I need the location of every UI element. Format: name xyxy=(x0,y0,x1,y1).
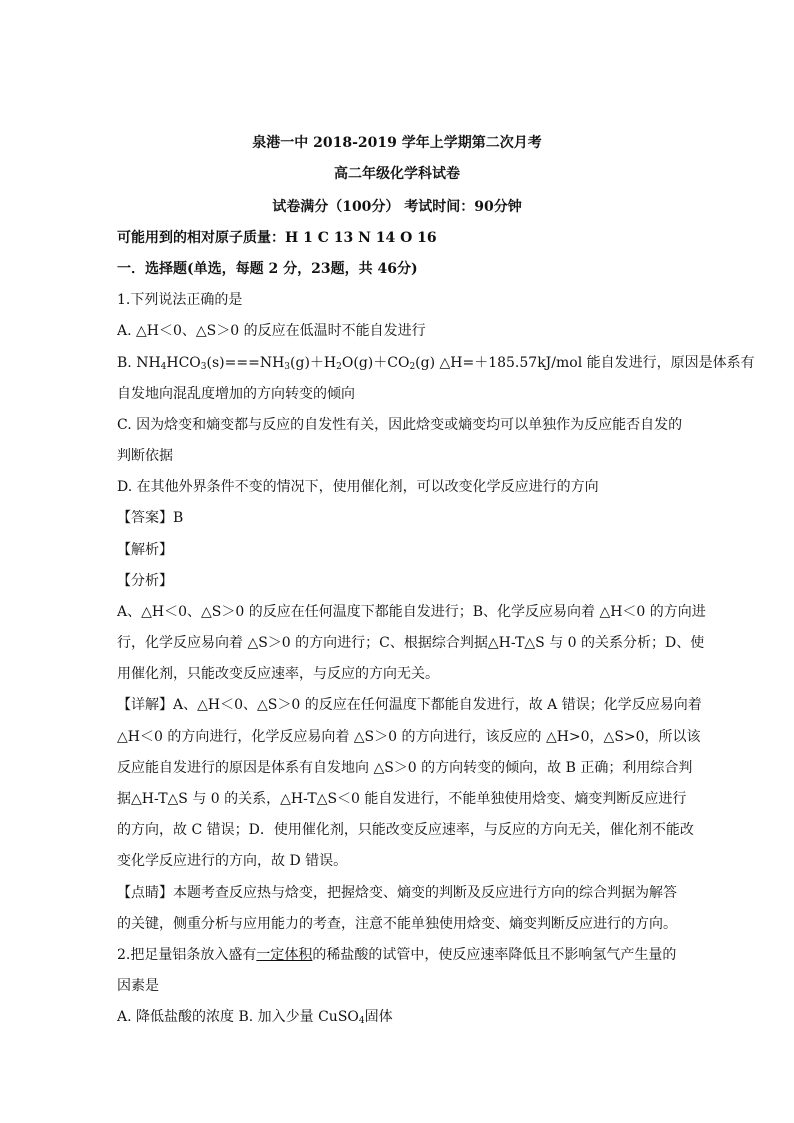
question-2-stem-continued: 因素是 xyxy=(117,978,159,994)
detail-line: 的方向，故 C 错误；D．使用催化剂，只能改变反应速率，与反应的方向无关，催化剂不能改 xyxy=(117,822,694,838)
question-1-option-b-continued: 自发地向混乱度增加的方向转变的倾向 xyxy=(117,386,355,402)
detail-line: 【详解】A、△H＜0、△S＞0 的反应在任何温度下都能自发进行，故 A 错误；化学反应易向着 xyxy=(117,697,702,713)
underlined-text: 一定体积 xyxy=(256,947,313,963)
question-2-stem-text: 2.把足量铝条放入盛有 xyxy=(117,947,257,963)
detail-line: 据△H-T△S 与 0 的关系，△H-T△S＜0 能自发进行，不能单独使用焓变、熵变判断反应进行 xyxy=(117,791,687,807)
option-b-text: (g) △H=＋185.57kJ/mol 能自发进行，原因是体系有 xyxy=(415,355,755,371)
option-text: 固体 xyxy=(364,1009,393,1025)
option-b-text: HCO xyxy=(166,355,201,371)
question-1-option-c-continued: 判断依据 xyxy=(117,448,173,464)
question-2-stem-text: 的稀盐酸的试管中，使反应速率降低且不影响氢气产生量的 xyxy=(312,947,677,963)
key-point-line: 【点睛】本题考查反应热与焓变，把握焓变、熵变的判断及反应进行方向的综合判据为解答 xyxy=(117,885,677,901)
option-b-text: B. NH xyxy=(117,355,161,371)
question-1-option-b xyxy=(117,353,755,373)
option-text: A. 降低盐酸的浓度 B. 加入少量 CuSO xyxy=(117,1009,359,1025)
question-1-option-c: C. 因为焓变和熵变都与反应的自发性有关，因此焓变或熵变均可以单独作为反应能否自发的 xyxy=(117,417,683,433)
subscript: 2 xyxy=(409,362,416,372)
atomic-mass-info: 可能用到的相对原子质量：H 1 C 13 N 14 O 16 xyxy=(117,230,437,246)
explanation-label: 【解析】 xyxy=(117,542,173,558)
question-1-option-d: D. 在其他外界条件不变的情况下，使用催化剂，可以改变化学反应进行的方向 xyxy=(117,479,599,495)
detail-line: △H＜0 的方向进行，化学反应易向着 △S＞0 的方向进行，该反应的 △H>0，△S>0，所以该 xyxy=(117,729,701,745)
question-1-stem: 1.下列说法正确的是 xyxy=(117,292,243,308)
subscript: 4 xyxy=(160,362,167,372)
key-point-line: 的关键，侧重分析与应用能力的考查，注意不能单独使用焓变、熵变判断反应进行的方向。 xyxy=(117,916,677,932)
analysis-line: A、△H＜0、△S＞0 的反应在任何温度下都能自发进行；B、化学反应易向着 △H＜0 的方向进 xyxy=(117,604,706,620)
option-b-text: (s)===NH xyxy=(206,355,285,371)
subscript: 3 xyxy=(200,362,207,372)
subscript: 4 xyxy=(358,1016,365,1026)
subject-title: 高二年级化学科试卷 xyxy=(334,166,460,182)
question-1-option-a: A. △H＜0、△S＞0 的反应在低温时不能自发进行 xyxy=(117,323,426,339)
question-2-stem xyxy=(117,945,676,965)
detail-line: 变化学反应进行的方向，故 D 错误。 xyxy=(117,853,348,869)
analysis-line: 行，化学反应易向着 △S＞0 的方向进行；C、根据综合判据△H-T△S 与 0 的关系分析；D、使 xyxy=(117,635,705,651)
section-title: 一．选择题(单选，每题 2 分，23题，共 46分) xyxy=(117,261,418,277)
school-exam-title: 泉港一中 2018-2019 学年上学期第二次月考 xyxy=(252,135,542,151)
analysis-label: 【分析】 xyxy=(117,573,173,589)
analysis-line: 用催化剂，只能改变反应速率，与反应的方向无关。 xyxy=(117,666,439,682)
subscript: 2 xyxy=(336,362,342,372)
detail-line: 反应能自发进行的原因是体系有自发地向 △S＞0 的方向转变的倾向，故 B 正确；利用综合判 xyxy=(117,760,693,776)
answer-label: 【答案】B xyxy=(117,510,184,526)
option-b-text: (g)＋H xyxy=(290,355,337,371)
score-time-info: 试卷满分（100分） 考试时间：90分钟 xyxy=(272,199,522,215)
option-b-text: O(g)＋CO xyxy=(341,355,410,371)
subscript: 3 xyxy=(284,362,291,372)
question-2-options-a-b xyxy=(117,1007,393,1027)
